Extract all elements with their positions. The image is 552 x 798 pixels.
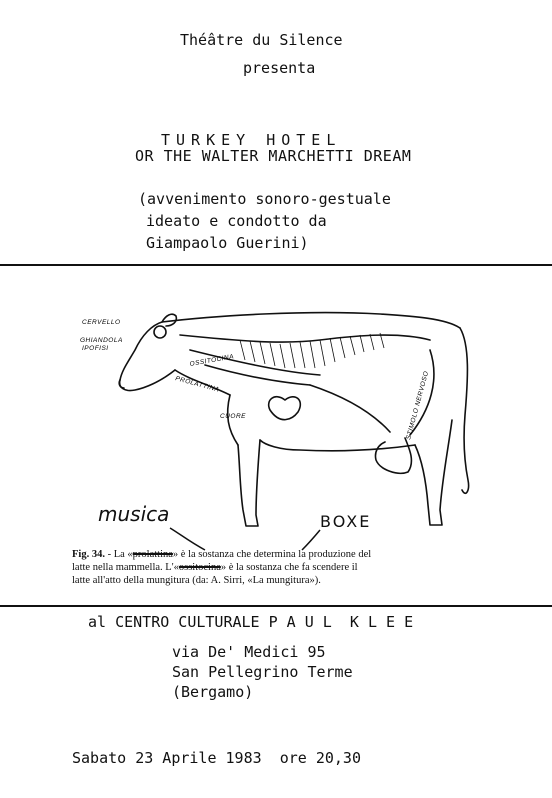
caption-struck2: ossitocina [178, 562, 221, 573]
caption-line2a: latte nella mammella. L'« [72, 562, 179, 573]
handwritten-musica: musica [98, 502, 170, 526]
label-ipofisi: IPOFISI [82, 345, 109, 352]
caption-struck1: prolattina [132, 549, 173, 560]
label-cervello: CERVELLO [82, 319, 121, 326]
label-ghiandola: GHIANDOLA [80, 337, 123, 344]
label-stimolo: STIMOLO NERVOSO [405, 370, 431, 441]
description-line-2: ideato e condotto da [146, 212, 327, 230]
label-prolattina: PROLATTINA [174, 375, 221, 394]
venue-address-1: via De' Medici 95 [172, 643, 326, 661]
handwritten-boxe: BOXE [320, 512, 372, 531]
top-divider [0, 264, 552, 266]
middle-divider [0, 605, 552, 607]
venue-address-3: (Bergamo) [172, 683, 254, 701]
description-line-3: Giampaolo Guerini) [146, 234, 309, 252]
figure-caption [72, 548, 492, 587]
event-date: Sabato 23 Aprile 1983 ore 20,30 [72, 749, 361, 767]
label-cuore: CUORE [220, 413, 246, 420]
presenter-name: Théâtre du Silence [180, 31, 343, 49]
show-subtitle: OR THE WALTER MARCHETTI DREAM [135, 147, 412, 165]
caption-line3: latte all'atto della mungitura (da: A. Sirri, «La mungitura»). [72, 575, 321, 586]
caption-part2: » è la sostanza che determina la produzione del [172, 549, 372, 560]
caption-fig: Fig. 34. [72, 549, 105, 560]
label-ossitocina: OSSITOCINA [189, 353, 235, 368]
caption-line2b: » è la sostanza che fa scendere il [220, 562, 358, 573]
venue-name: al CENTRO CULTURALE P A U L K L E E [88, 613, 414, 631]
show-title: TURKEY HOTEL [161, 131, 342, 149]
presents-text: presenta [243, 59, 316, 77]
description-line-1: (avvenimento sonoro-gestuale [138, 190, 391, 208]
venue-address-2: San Pellegrino Terme [172, 663, 353, 681]
caption-part1: - La « [104, 549, 133, 560]
